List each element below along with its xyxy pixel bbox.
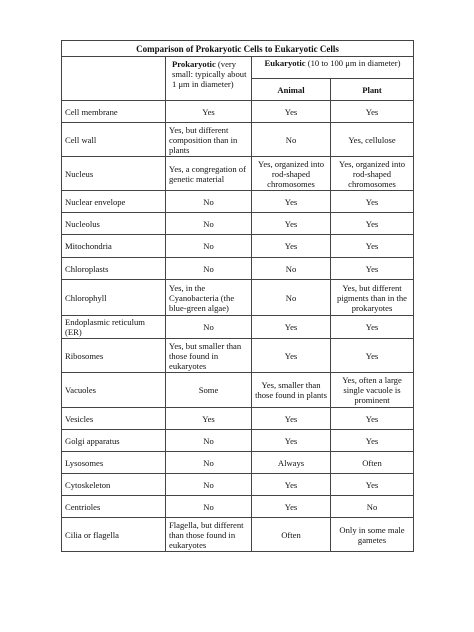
plant-cell: Yes, but different pigments than in the prokaryotes <box>331 280 414 316</box>
animal-cell: No <box>252 280 331 316</box>
prokaryotic-cell: No <box>166 452 252 474</box>
table-row <box>62 235 414 258</box>
plant-cell: Yes, cellulose <box>331 123 414 157</box>
animal-cell: Yes <box>252 339 331 373</box>
plant-cell: Yes, often a large single vacuole is prominent <box>331 373 414 408</box>
table-row <box>62 474 414 496</box>
plant-cell: Often <box>331 452 414 474</box>
animal-cell: Yes <box>252 496 331 518</box>
animal-cell: Yes <box>252 316 331 339</box>
prokaryotic-cell: Yes <box>166 408 252 430</box>
prokaryotic-label: Prokaryotic <box>172 59 216 69</box>
plant-cell: Yes <box>331 430 414 452</box>
plant-cell: Only in some male gametes <box>331 518 414 552</box>
feature-cell: Chlorophyll <box>62 280 166 316</box>
table-row <box>62 518 414 552</box>
feature-cell: Cilia or flagella <box>62 518 166 552</box>
plant-cell: Yes <box>331 101 414 123</box>
plant-header: Plant <box>331 79 414 101</box>
feature-cell: Lysosomes <box>62 452 166 474</box>
feature-cell: Nucleus <box>62 157 166 191</box>
prokaryotic-cell: Some <box>166 373 252 408</box>
table-row <box>62 496 414 518</box>
table-row <box>62 408 414 430</box>
comparison-table-container <box>61 40 413 552</box>
eukaryotic-label: Eukaryotic <box>264 58 306 68</box>
plant-cell: Yes <box>331 408 414 430</box>
animal-cell: Yes, smaller than those found in plants <box>252 373 331 408</box>
plant-cell: Yes <box>331 213 414 235</box>
table-row <box>62 339 414 373</box>
plant-cell: Yes <box>331 258 414 280</box>
feature-cell: Cell membrane <box>62 101 166 123</box>
feature-cell: Nuclear envelope <box>62 191 166 213</box>
table-row <box>62 157 414 191</box>
animal-cell: Yes <box>252 191 331 213</box>
prokaryotic-note: (very small: typically about 1 μm in diameter) <box>172 59 247 89</box>
animal-cell: Yes <box>252 213 331 235</box>
animal-header: Animal <box>252 79 331 101</box>
table-row <box>62 430 414 452</box>
feature-cell: Nucleolus <box>62 213 166 235</box>
animal-cell: Always <box>252 452 331 474</box>
prokaryotic-cell: No <box>166 235 252 258</box>
prokaryotic-cell: No <box>166 496 252 518</box>
prokaryotic-cell: No <box>166 191 252 213</box>
table-body <box>62 101 414 552</box>
animal-cell: Yes <box>252 235 331 258</box>
animal-cell: Yes, organized into rod-shaped chromosomes <box>252 157 331 191</box>
plant-cell: Yes <box>331 474 414 496</box>
animal-cell: Yes <box>252 408 331 430</box>
feature-cell: Chloroplasts <box>62 258 166 280</box>
table-row <box>62 373 414 408</box>
prokaryotic-cell: No <box>166 258 252 280</box>
table-row <box>62 101 414 123</box>
table-row <box>62 191 414 213</box>
animal-cell: Often <box>252 518 331 552</box>
feature-cell: Mitochondria <box>62 235 166 258</box>
prokaryotic-cell: Flagella, but different than those found in eukaryotes <box>166 518 252 552</box>
prokaryotic-cell: No <box>166 430 252 452</box>
plant-cell: Yes, organized into rod-shaped chromosomes <box>331 157 414 191</box>
table-row <box>62 258 414 280</box>
plant-cell: Yes <box>331 316 414 339</box>
comparison-table <box>61 40 414 552</box>
eukaryotic-note: (10 to 100 μm in diameter) <box>307 58 401 68</box>
animal-cell: No <box>252 123 331 157</box>
animal-cell: Yes <box>252 430 331 452</box>
plant-cell: Yes <box>331 339 414 373</box>
feature-cell: Cytoskeleton <box>62 474 166 496</box>
feature-cell: Ribosomes <box>62 339 166 373</box>
prokaryotic-cell: Yes <box>166 101 252 123</box>
feature-cell: Centrioles <box>62 496 166 518</box>
plant-cell: No <box>331 496 414 518</box>
prokaryotic-cell: Yes, but smaller than those found in eukaryotes <box>166 339 252 373</box>
plant-cell: Yes <box>331 191 414 213</box>
prokaryotic-cell: No <box>166 316 252 339</box>
table-title: Comparison of Prokaryotic Cells to Eukaryotic Cells <box>62 41 414 57</box>
table-row <box>62 280 414 316</box>
prokaryotic-cell: Yes, in the Cyanobacteria (the blue-green algae) <box>166 280 252 316</box>
prokaryotic-cell: Yes, but different composition than in plants <box>166 123 252 157</box>
plant-cell: Yes <box>331 235 414 258</box>
animal-cell: Yes <box>252 101 331 123</box>
eukaryotic-header <box>252 57 414 79</box>
prokaryotic-header <box>166 57 252 101</box>
feature-cell: Golgi apparatus <box>62 430 166 452</box>
prokaryotic-cell: Yes, a congregation of genetic material <box>166 157 252 191</box>
table-row <box>62 316 414 339</box>
feature-cell: Vacuoles <box>62 373 166 408</box>
feature-header-blank <box>62 57 166 101</box>
table-row <box>62 213 414 235</box>
animal-cell: Yes <box>252 474 331 496</box>
prokaryotic-cell: No <box>166 213 252 235</box>
feature-cell: Vesicles <box>62 408 166 430</box>
prokaryotic-cell: No <box>166 474 252 496</box>
table-row <box>62 123 414 157</box>
animal-cell: No <box>252 258 331 280</box>
feature-cell: Endoplasmic reticulum (ER) <box>62 316 166 339</box>
feature-cell: Cell wall <box>62 123 166 157</box>
table-row <box>62 452 414 474</box>
